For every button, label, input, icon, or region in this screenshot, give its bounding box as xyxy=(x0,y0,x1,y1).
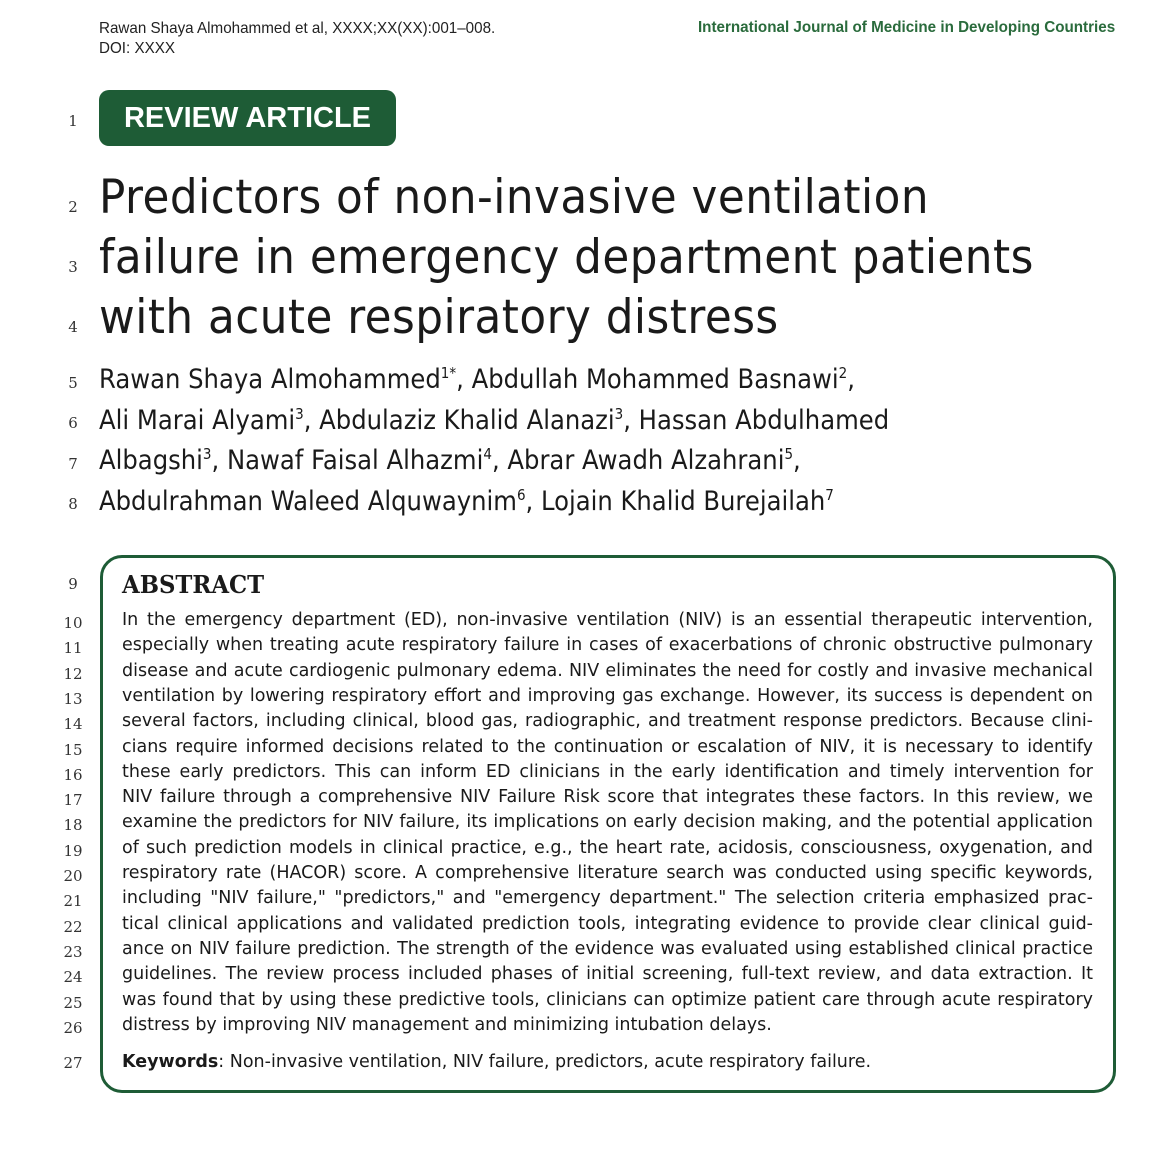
author-line xyxy=(99,364,855,395)
article-title-line: with acute respiratory distress xyxy=(99,290,779,345)
affiliation-superscript: 1* xyxy=(440,364,457,382)
author-name: , Abrar Awadh Alzahrani xyxy=(491,445,785,476)
affiliation-superscript: 5 xyxy=(784,445,794,463)
line-number: 14 xyxy=(63,715,83,734)
abstract-line: guidelines. The review process included phases of initial screening, full-text review, and data extraction. It xyxy=(122,964,1093,985)
line-number: 26 xyxy=(63,1018,83,1037)
citation: Rawan Shaya Almohammed et al, XXXX;XX(XX):001–008. xyxy=(99,20,496,37)
author-name: , Hassan Abdulhamed xyxy=(623,404,890,436)
abstract-line: tical clinical applications and validated prediction tools, integrating evidence to provide clear clinical guid- xyxy=(122,913,1093,934)
author-name: , xyxy=(793,445,801,476)
keywords-list: : Non-invasive ventilation, NIV failure, predictors, acute respiratory failure. xyxy=(218,1052,872,1072)
line-number: 11 xyxy=(63,639,83,658)
abstract-line: was found that by using these predictive tools, clinicians can optimize patient care through acute respiratory xyxy=(122,989,1093,1010)
author-line xyxy=(99,486,834,517)
affiliation-superscript: 2 xyxy=(838,364,848,382)
article-title-line: Predictors of non-invasive ventilation xyxy=(99,170,930,225)
abstract-heading: ABSTRACT xyxy=(122,570,265,599)
line-number: 1 xyxy=(68,112,78,130)
author-name: , Abdullah Mohammed Basnawi xyxy=(456,364,839,395)
author-name: Albagshi xyxy=(99,445,203,476)
abstract-line: distress by improving NIV management and minimizing intubation delays. xyxy=(122,1014,772,1035)
line-number: 5 xyxy=(68,374,78,392)
abstract-line: respiratory rate (HACOR) score. A comprehensive literature search was conducted using specific keywords, xyxy=(122,863,1093,883)
line-number: 24 xyxy=(63,968,83,987)
line-number: 2 xyxy=(68,198,78,216)
line-number: 18 xyxy=(63,816,83,835)
affiliation-superscript: 3 xyxy=(614,404,624,423)
line-number: 21 xyxy=(63,892,83,911)
keywords-label: Keywords xyxy=(122,1052,219,1072)
journal-name: International Journal of Medicine in Developing Countries xyxy=(697,19,1115,36)
line-number: 9 xyxy=(68,575,78,593)
line-number: 27 xyxy=(63,1054,83,1072)
keywords xyxy=(122,1052,871,1072)
line-number: 20 xyxy=(63,867,83,885)
line-number: 3 xyxy=(68,258,78,276)
line-number: 6 xyxy=(68,414,78,432)
author-line xyxy=(99,405,889,436)
affiliation-superscript: 3 xyxy=(295,404,304,423)
author-name: Abdulrahman Waleed Alquwaynim xyxy=(99,485,517,517)
affiliation-superscript: 4 xyxy=(483,445,492,463)
article-type-badge: REVIEW ARTICLE xyxy=(99,90,396,146)
abstract-line: ventilation by lowering respiratory effort and improving gas exchange. However, its success is dependent on xyxy=(122,685,1093,706)
abstract-line: especially when treating acute respiratory failure in cases of exacerbations of chronic obstructive pulmonary xyxy=(122,635,1093,656)
affiliation-superscript: 6 xyxy=(516,485,526,504)
author-name: Rawan Shaya Almohammed xyxy=(99,364,441,395)
abstract-line: cians require informed decisions related to the continuation or escalation of NIV, it is necessary to identify xyxy=(122,736,1093,757)
line-number: 25 xyxy=(63,993,83,1012)
citation-header xyxy=(99,19,495,59)
line-number: 22 xyxy=(63,917,83,936)
article-title-line: failure in emergency department patients xyxy=(99,230,1034,285)
author-name: , Abdulaziz Khalid Alanazi xyxy=(303,404,615,436)
line-number: 19 xyxy=(63,841,83,860)
author-name: Ali Marai Alyami xyxy=(99,404,296,436)
line-number: 15 xyxy=(63,740,83,759)
line-number: 10 xyxy=(63,614,83,632)
abstract-line: In the emergency department (ED), non-invasive ventilation (NIV) is an essential therapeutic intervention, xyxy=(122,610,1093,630)
affiliation-superscript: 3 xyxy=(202,445,212,463)
line-number: 13 xyxy=(63,689,83,708)
line-number: 7 xyxy=(68,455,78,473)
doi: DOI: XXXX xyxy=(99,40,176,57)
abstract-line: NIV failure through a comprehensive NIV Failure Risk score that integrates these factors. In this review, we xyxy=(122,787,1093,808)
author-name: , xyxy=(847,364,855,395)
abstract-line: of such prediction models in clinical practice, e.g., the heart rate, acidosis, consciousness, oxygenation, and xyxy=(122,837,1093,858)
abstract-line: ance on NIV failure prediction. The strength of the evidence was evaluated using established clinical practice xyxy=(122,938,1093,959)
line-number: 12 xyxy=(63,664,83,683)
line-number: 4 xyxy=(68,318,78,336)
abstract-line: these early predictors. This can inform ED clinicians in the early identification and timely intervention for xyxy=(122,761,1093,782)
line-number: 23 xyxy=(63,942,83,961)
author-name: , Lojain Khalid Burejailah xyxy=(525,485,826,517)
abstract-line: including "NIV failure," "predictors," and "emergency department." The selection criteria emphasized prac- xyxy=(122,888,1093,909)
line-number: 17 xyxy=(63,791,83,810)
abstract-line: disease and acute cardiogenic pulmonary edema. NIV eliminates the need for costly and invasive mechanical xyxy=(122,660,1093,681)
line-number: 8 xyxy=(68,495,78,513)
affiliation-superscript: 7 xyxy=(825,485,834,504)
abstract-line: examine the predictors for NIV failure, its implications on early decision making, and the potential application xyxy=(122,812,1093,833)
author-line xyxy=(99,445,801,476)
author-name: , Nawaf Faisal Alhazmi xyxy=(211,445,484,476)
line-number: 16 xyxy=(63,765,83,784)
abstract-line: several factors, including clinical, blood gas, radiographic, and treatment response predictors. Because clini- xyxy=(122,711,1093,732)
